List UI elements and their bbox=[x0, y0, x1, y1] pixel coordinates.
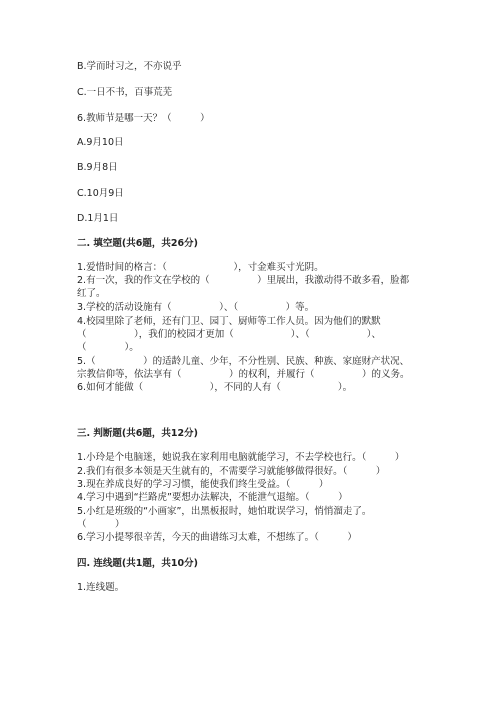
fill-blank-line: 3.学校的活动设施有（ ）、（ ）等。 bbox=[77, 302, 315, 313]
true-false-line: 1.小玲是个电脑迷，她说我在家利用电脑就能学习，不去学校也行。（ ） bbox=[77, 452, 405, 463]
section-matching-heading: 四. 连线题(共1题，共10分) bbox=[77, 558, 198, 569]
true-false-line: （ ） bbox=[77, 519, 125, 530]
q6-option-d: D.1月1日 bbox=[77, 213, 119, 224]
true-false-line: 2.我们有很多本领是天生就有的，不需要学习就能够做得很好。（ ） bbox=[77, 466, 386, 477]
q6-question: 6.教师节是哪一天？（ ） bbox=[77, 113, 210, 124]
q6-option-a: A.9月10日 bbox=[77, 137, 124, 148]
fill-blank-line: 红了。 bbox=[77, 288, 106, 299]
q6-option-c: C.10月9日 bbox=[77, 188, 124, 199]
fill-blank-line: 2.有一次，我的作文在学校的（ ）里展出，我激动得不敢多看，脸都 bbox=[77, 275, 410, 286]
fill-blank-line: 宗教信仰等，依法享有（ ）的权利，并履行（ ）的义务。 bbox=[77, 369, 410, 380]
fill-blank-line: 5.（ ）的适龄儿童、少年，不分性别、民族、种族、家庭财产状况、 bbox=[77, 356, 410, 367]
true-false-line: 5.小红是班级的“小画家”，出黑板报时，她怕耽误学习，悄悄溜走了。 bbox=[77, 506, 372, 517]
true-false-line: 3.现在养成良好的学习习惯，能使我们终生受益。（ ） bbox=[77, 479, 329, 490]
q6-option-b: B.9月8日 bbox=[77, 162, 118, 173]
fill-blank-line: （ ）。 bbox=[77, 342, 139, 353]
section-true-false-heading: 三. 判断题(共6题，共12分) bbox=[77, 428, 198, 439]
fill-blank-line: 1.爱惜时间的格言：（ ），寸金难买寸光阴。 bbox=[77, 262, 324, 273]
true-false-line: 6.学习小提琴很辛苦，今天的曲谱练习太难，不想练了。（ ） bbox=[77, 532, 357, 543]
matching-line: 1.连线题。 bbox=[77, 582, 125, 593]
q5-option-c: C.一日不书，百事荒芜 bbox=[77, 87, 173, 98]
fill-blank-line: （ ），我们的校园才更加（ ）、（ ）、 bbox=[77, 329, 382, 340]
fill-blank-line: 6.如何才能做（ ），不同的人有（ ）。 bbox=[77, 382, 353, 393]
true-false-line: 4.学习中遇到“拦路虎”要想办法解决，不能泄气退缩。（ ） bbox=[77, 492, 348, 503]
q5-option-b: B.学而时习之，不亦说乎 bbox=[77, 61, 182, 72]
section-fill-blank-heading: 二. 填空题(共6题，共26分) bbox=[77, 238, 198, 249]
fill-blank-line: 4.校园里除了老师，还有门卫、园丁、厨师等工作人员。因为他们的默默 bbox=[77, 316, 381, 327]
